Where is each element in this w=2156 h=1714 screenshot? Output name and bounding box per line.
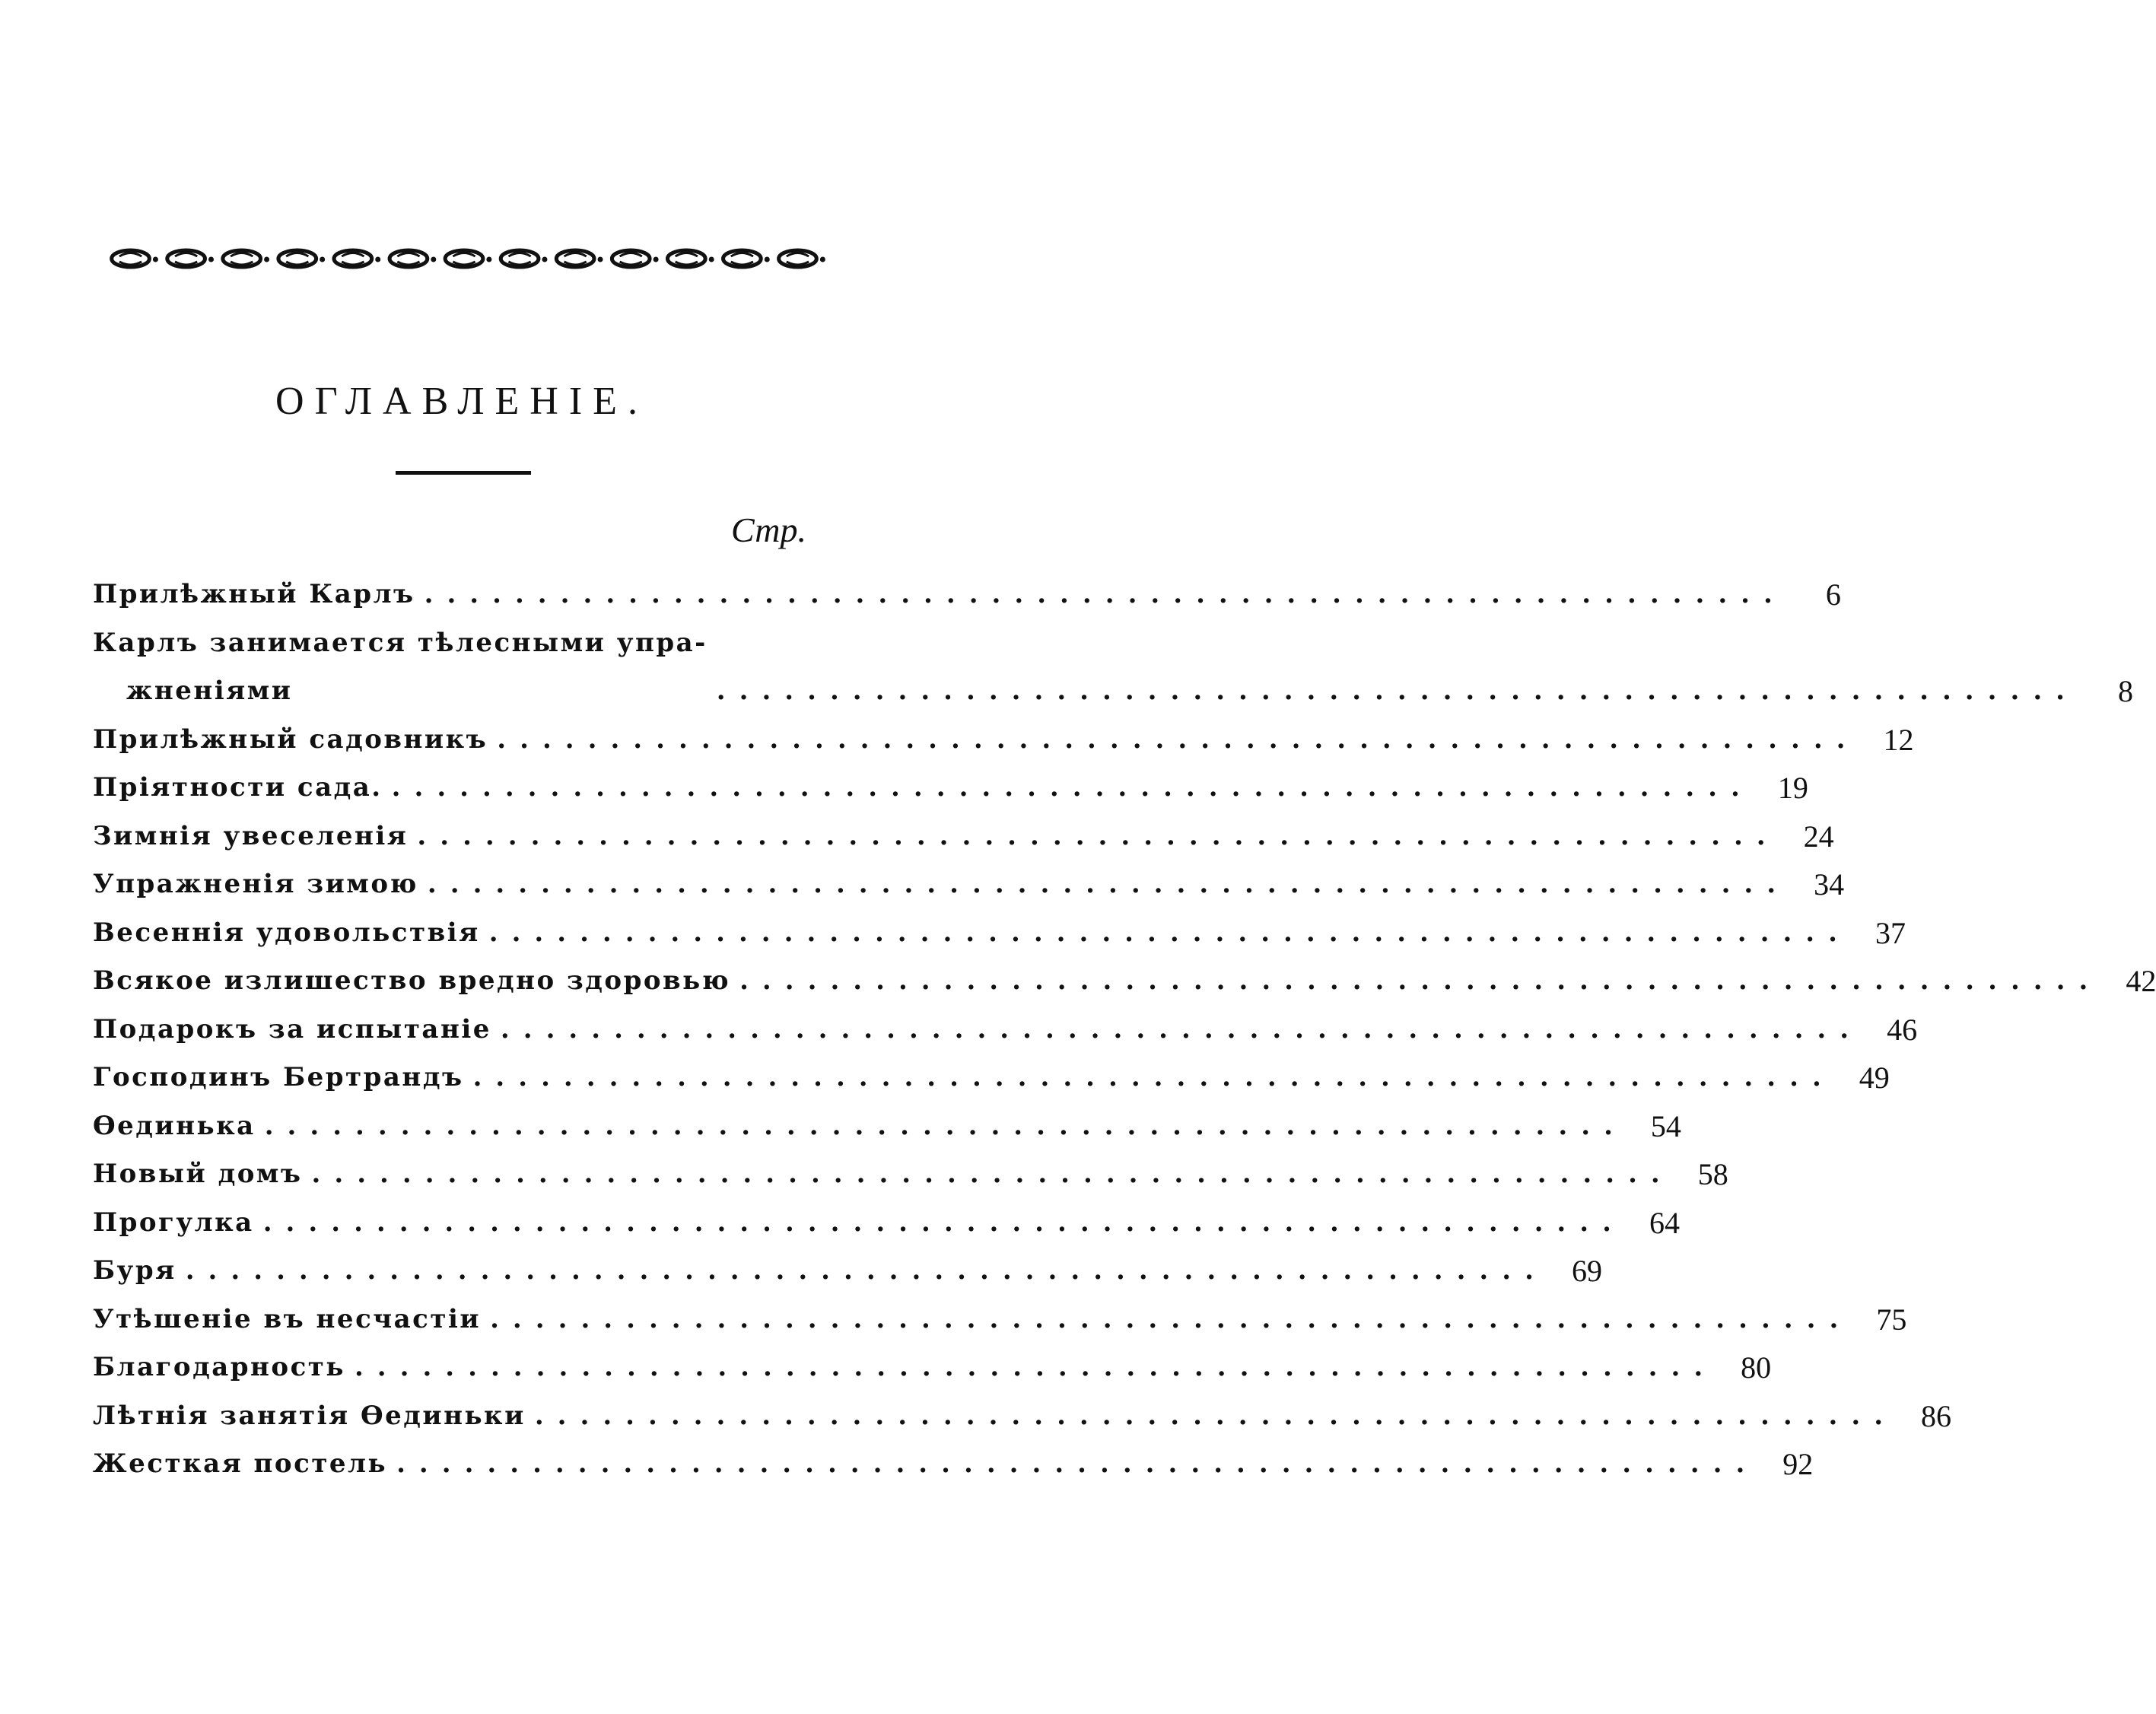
toc-entry-title: Лѣтнія занятія Ѳединьки bbox=[93, 1400, 526, 1431]
toc-entry-page: 34 bbox=[1814, 867, 1845, 902]
toc-entry bbox=[93, 1247, 1602, 1296]
leader-dots: ............................................................ bbox=[417, 820, 1779, 851]
leader-dots: ............................................................ bbox=[534, 1400, 1897, 1431]
toc-entry-title: Упражненія зимою bbox=[93, 869, 418, 899]
toc-entry-page: 86 bbox=[1921, 1398, 1952, 1433]
toc-entry-title: Прогулка bbox=[93, 1207, 254, 1238]
leader-dots: ............................................................ bbox=[716, 676, 2078, 706]
ornament-icon bbox=[103, 243, 825, 274]
toc-entry-title: Прилѣжный Карлъ bbox=[93, 579, 415, 609]
toc-entry-page: 42 bbox=[2126, 964, 2156, 998]
toc-entry bbox=[93, 1344, 1772, 1392]
ornament-motif bbox=[556, 250, 603, 267]
page-title: ОГЛАВЛЕНІЕ. bbox=[275, 380, 648, 423]
toc-entry bbox=[93, 1054, 1890, 1102]
leader-dots: ............................................................ bbox=[427, 869, 1790, 899]
toc-entry-page: 92 bbox=[1782, 1447, 1814, 1481]
toc-entry bbox=[93, 957, 2156, 1006]
leader-dots: ............................................................ bbox=[311, 1159, 1674, 1189]
leader-dots: ............................................................ bbox=[396, 1448, 1759, 1479]
toc-entry-page: 69 bbox=[1571, 1254, 1602, 1288]
toc-entry-title: Буря bbox=[93, 1255, 176, 1286]
leader-dots: ............................................................ bbox=[264, 1110, 1627, 1141]
toc-entry-title: Господинъ Бертрандъ bbox=[93, 1062, 464, 1092]
toc-entry bbox=[93, 716, 1914, 765]
toc-entry bbox=[93, 619, 2133, 716]
toc-entry-title: Всякое излишество вредно здоровью bbox=[93, 965, 731, 996]
toc-entry-page: 24 bbox=[1803, 819, 1834, 854]
toc-entry-title-line1: Карлъ занимается тѣлесными упра- bbox=[93, 627, 708, 658]
toc-entry-title: Ѳединька bbox=[93, 1110, 256, 1141]
toc-entry bbox=[93, 1006, 1918, 1054]
ornament-motif bbox=[278, 250, 325, 267]
toc-entry-page: 37 bbox=[1875, 915, 1906, 950]
toc-entry-title-line2: жненіями bbox=[126, 676, 293, 706]
toc-entry-title: Жесткая постель bbox=[93, 1448, 388, 1479]
leader-dots: ............................................................ bbox=[391, 772, 1754, 803]
toc-entry-page: 49 bbox=[1859, 1061, 1890, 1095]
table-of-contents bbox=[93, 571, 2156, 1489]
leader-dots: ............................................................ bbox=[424, 579, 1786, 609]
toc-entry-page: 6 bbox=[1825, 577, 1841, 612]
toc-entry bbox=[93, 764, 1808, 812]
leader-dots: ............................................................ bbox=[472, 1062, 1835, 1092]
toc-entry-page: 12 bbox=[1883, 722, 1914, 757]
toc-entry-title: Пріятности сада. bbox=[93, 772, 383, 803]
toc-entry-page: 8 bbox=[2118, 674, 2133, 708]
toc-entry-page: 54 bbox=[1650, 1108, 1681, 1143]
toc-entry-page: 64 bbox=[1649, 1205, 1680, 1240]
leader-dots: ............................................................ bbox=[500, 1013, 1863, 1045]
toc-entry-title: Весеннія удовольствія bbox=[93, 917, 480, 948]
toc-entry bbox=[93, 571, 1841, 619]
toc-entry bbox=[93, 1392, 1952, 1441]
toc-entry-page: 46 bbox=[1887, 1012, 1918, 1047]
toc-entry-title bbox=[93, 619, 708, 716]
toc-entry bbox=[93, 1199, 1680, 1248]
ornament-motif bbox=[112, 250, 158, 267]
ornament-motif bbox=[501, 250, 547, 267]
toc-entry bbox=[93, 909, 1906, 958]
ornament-motif bbox=[390, 250, 436, 267]
toc-entry-title: Благодарность bbox=[93, 1352, 345, 1382]
ornament-motif bbox=[445, 250, 491, 267]
leader-dots: ............................................................ bbox=[185, 1255, 1547, 1286]
toc-entry-page: 19 bbox=[1777, 771, 1808, 805]
toc-entry-page: 75 bbox=[1876, 1302, 1907, 1337]
toc-entry bbox=[93, 1440, 1814, 1489]
leader-dots: ............................................................ bbox=[497, 723, 1859, 755]
leader-dots: ............................................................ bbox=[488, 917, 1851, 948]
toc-entry-title: Прилѣжный садовникъ bbox=[93, 723, 488, 755]
leader-dots: ............................................................ bbox=[490, 1303, 1852, 1334]
title-underline bbox=[396, 471, 531, 475]
toc-entry-page: 80 bbox=[1741, 1350, 1772, 1385]
toc-entry bbox=[93, 812, 1834, 861]
scroll-ornament-band bbox=[103, 243, 825, 274]
ornament-motif bbox=[779, 250, 825, 267]
ornament-motif bbox=[167, 250, 214, 267]
ornament-motif bbox=[223, 250, 269, 267]
ornament-motif bbox=[723, 250, 770, 267]
toc-entry bbox=[93, 1102, 1681, 1151]
ornament-motif bbox=[667, 250, 714, 267]
toc-entry-title: Утѣшеніе въ несчастіи bbox=[93, 1303, 482, 1334]
leader-dots: ............................................................ bbox=[354, 1352, 1717, 1382]
toc-entry bbox=[93, 860, 1845, 909]
toc-entry-page: 58 bbox=[1697, 1157, 1728, 1191]
toc-entry-title: Новый домъ bbox=[93, 1159, 303, 1189]
leader-dots: ............................................................ bbox=[262, 1207, 1625, 1238]
toc-entry-title: Зимнія увеселенія bbox=[93, 820, 409, 851]
page-column-label: Стр. bbox=[730, 510, 806, 549]
toc-entry bbox=[93, 1150, 1728, 1199]
toc-entry-title: Подарокъ за испытаніе bbox=[93, 1013, 491, 1045]
leader-dots: ............................................................ bbox=[739, 965, 2102, 996]
ornament-motif bbox=[612, 250, 658, 267]
ornament-motif bbox=[334, 250, 380, 267]
toc-entry bbox=[93, 1296, 1907, 1344]
